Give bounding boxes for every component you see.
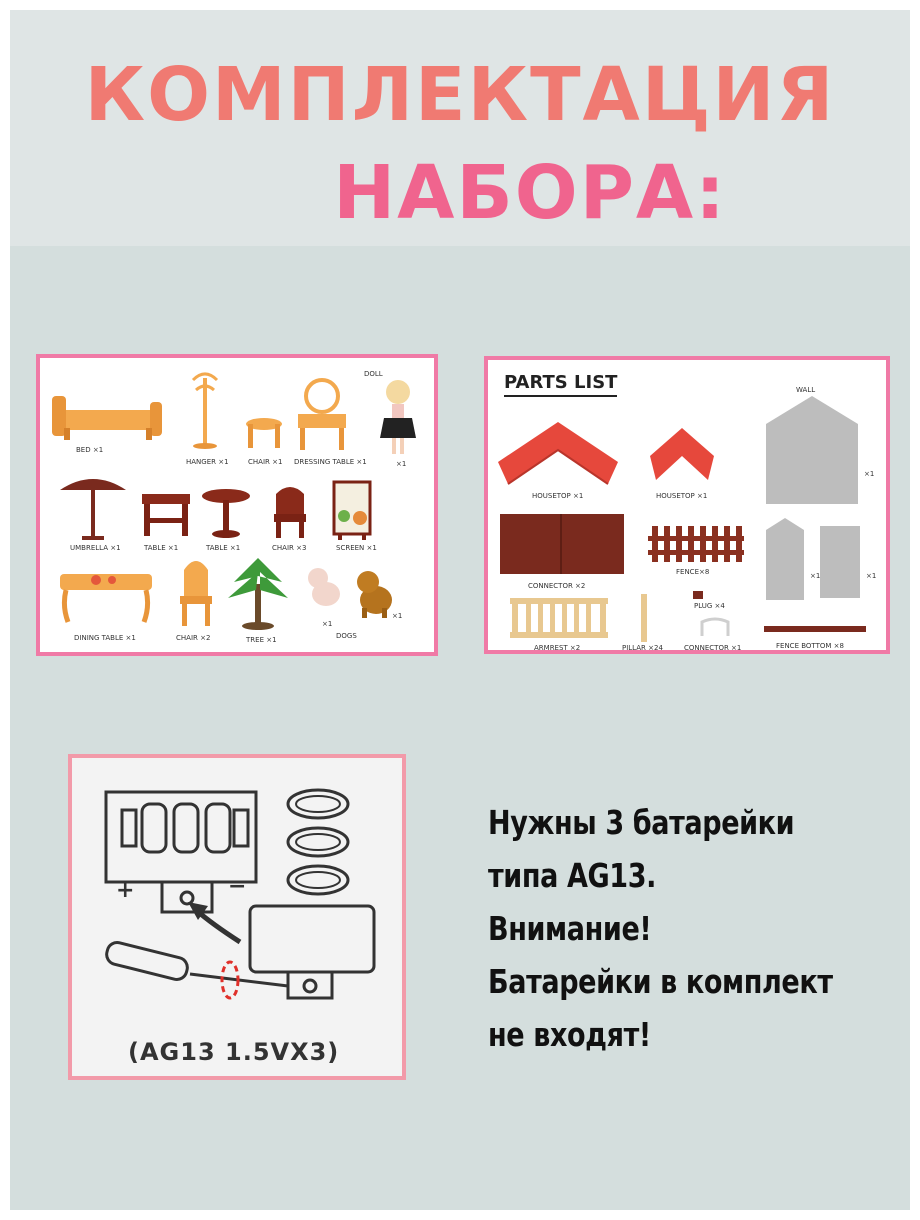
chair-image	[242, 416, 286, 452]
fence-image	[648, 522, 744, 562]
battery-spec-label: (AG13 1.5VX3)	[128, 1038, 340, 1066]
furniture-panel	[36, 354, 438, 656]
tree-image	[226, 554, 290, 632]
pillar-image	[638, 594, 650, 642]
wall-qty: ×1	[864, 470, 875, 478]
battery-note	[488, 796, 833, 1061]
dog-image-2	[350, 568, 398, 620]
connector-image	[698, 616, 732, 640]
title-line-1: КОМПЛЕКТАЦИЯ	[84, 52, 836, 138]
dogs-label: DOGS	[336, 632, 357, 640]
table-label-2: TABLE ×1	[206, 544, 241, 552]
parts-panel	[484, 356, 890, 654]
connector-label-1: CONNECTOR ×2	[528, 582, 586, 590]
bed-label: BED ×1	[76, 446, 104, 454]
armrest-label: ARMREST ×2	[534, 644, 581, 652]
doll-label: DOLL	[364, 370, 383, 378]
chair-label-1: CHAIR ×1	[248, 458, 283, 466]
umbrella-label: UMBRELLA ×1	[70, 544, 121, 552]
hanger-image	[188, 370, 222, 450]
title-line-2: НАБОРА:	[333, 150, 727, 236]
dining-table-label: DINING TABLE ×1	[74, 634, 136, 642]
housetop-large-image	[496, 420, 620, 486]
table-image-2	[200, 488, 252, 540]
hanger-label: HANGER ×1	[186, 458, 229, 466]
housetop-small-image	[648, 426, 716, 482]
battery-panel	[68, 754, 406, 1080]
screen-label: SCREEN ×1	[336, 544, 377, 552]
side-wall-image-2	[818, 524, 862, 600]
side-wall-qty-2: ×1	[866, 572, 877, 580]
pillar-label: PILLAR ×24	[622, 644, 663, 652]
dining-table-image	[56, 566, 156, 626]
housetop-label-1: HOUSETOP ×1	[532, 492, 584, 500]
dog-qty-1: ×1	[322, 620, 333, 628]
connector-label-2: CONNECTOR ×1	[684, 644, 742, 652]
bed-image	[50, 388, 166, 448]
chair-label-3: CHAIR ×3	[272, 544, 307, 552]
note-line-3: Внимание!	[488, 909, 652, 948]
minus-sign: −	[228, 874, 247, 899]
parts-list-title: PARTS LIST	[504, 372, 617, 397]
plug-label: PLUG ×4	[694, 602, 725, 610]
housetop-label-2: HOUSETOP ×1	[656, 492, 708, 500]
tree-label: TREE ×1	[246, 636, 277, 644]
umbrella-image	[58, 474, 128, 544]
side-wall-qty-1: ×1	[810, 572, 821, 580]
screen-image	[332, 480, 372, 542]
plug-image	[692, 590, 704, 600]
connector-panel-image	[498, 512, 626, 576]
chair-label-2: CHAIR ×2	[176, 634, 211, 642]
table-label-1: TABLE ×1	[144, 544, 179, 552]
dog-qty-2: ×1	[392, 612, 403, 620]
side-wall-image-1	[764, 516, 806, 602]
note-line-2: типа AG13.	[488, 856, 657, 895]
table-image-1	[138, 490, 194, 540]
note-line-5: не входят!	[488, 1015, 651, 1054]
wall-image	[764, 394, 860, 506]
dressing-table-label: DRESSING TABLE ×1	[294, 458, 367, 466]
chair-image-3	[272, 484, 308, 540]
note-line-1: Нужны 3 батарейки	[488, 803, 795, 842]
fence-bottom-image	[764, 624, 866, 634]
plus-sign: +	[116, 878, 135, 903]
note-line-4: Батарейки в комплект	[488, 962, 833, 1001]
dog-image-1	[304, 564, 344, 612]
doll-qty: ×1	[396, 460, 407, 468]
wall-label: WALL	[796, 386, 816, 394]
fence-bottom-label: FENCE BOTTOM ×8	[776, 642, 844, 650]
battery-diagram	[92, 774, 392, 1024]
doll-image	[376, 376, 420, 458]
chair-image-2	[174, 556, 218, 628]
fence-label: FENCE×8	[676, 568, 710, 576]
armrest-image	[510, 594, 608, 642]
dressing-table-image	[292, 378, 352, 452]
